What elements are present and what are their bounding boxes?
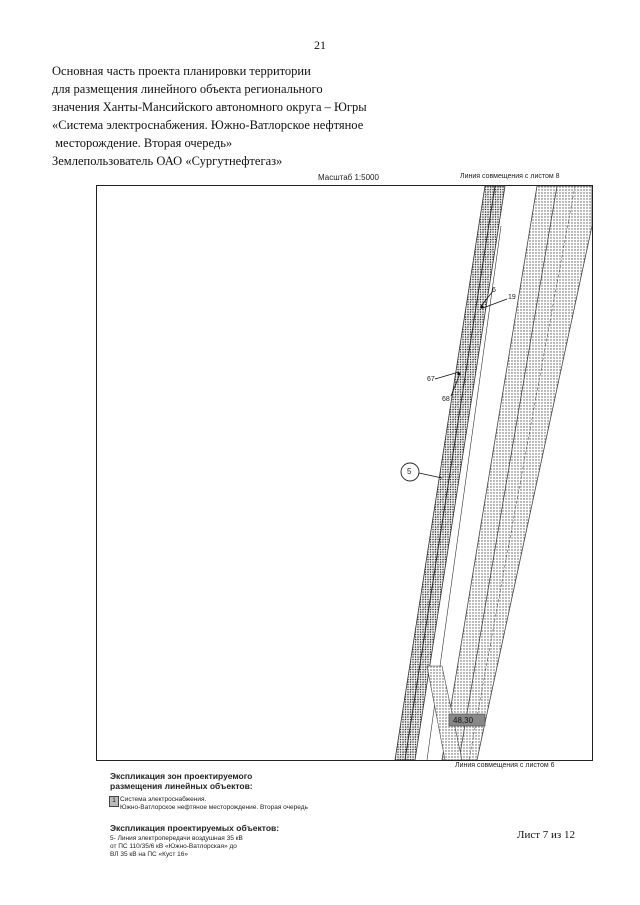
- objects-heading: Экспликация проектируемых объектов:: [110, 823, 280, 833]
- title-line: месторождение. Вторая очередь»: [52, 136, 233, 150]
- point-marker: [457, 372, 460, 375]
- title-line: «Система электроснабжения. Южно-Ватлорское нефтяное: [52, 118, 364, 132]
- area-label: 48,30: [453, 716, 474, 725]
- title-line: для размещения линейного объекта регионального: [52, 82, 323, 96]
- document-title: [52, 62, 472, 170]
- point-label-68: 68: [442, 396, 450, 403]
- object-line2: от ПС 110/35/6 кВ «Южно-Ватлорская» до: [110, 843, 237, 850]
- zone-text-line1: Система электроснабжения.: [120, 796, 207, 803]
- map-frame: [96, 185, 593, 761]
- title-line: Землепользователь ОАО «Сургутнефтегаз»: [52, 154, 283, 168]
- point-label-67: 67: [427, 376, 435, 383]
- right-corridor: [442, 186, 592, 760]
- object-line3: ВЛ 35 кВ на ПС «Куст 16»: [110, 851, 188, 858]
- object-description: [110, 835, 243, 859]
- match-line-bottom: Линия совмещения с листом 6: [455, 762, 555, 769]
- sheet-number: Лист 7 из 12: [517, 829, 576, 841]
- zones-heading: [110, 771, 253, 791]
- title-line: значения Ханты-Мансийского автономного округа – Югры: [52, 100, 367, 114]
- zone-text-line2: Южно-Ватлорское нефтяное месторождение. Вторая очередь: [120, 804, 308, 811]
- map-scale: Масштаб 1:5000: [318, 173, 379, 182]
- page-number: 21: [314, 38, 326, 52]
- object-line1: 5- Линия электропередачи воздушная 35 кВ: [110, 835, 243, 842]
- title-line: Основная часть проекта планировки территории: [52, 64, 311, 78]
- zones-heading-line2: размещения линейных объектов:: [110, 781, 253, 791]
- map-drawing: [97, 186, 592, 760]
- zones-heading-line1: Экспликация зон проектируемого: [110, 771, 253, 781]
- match-line-top: Линия совмещения с листом 8: [460, 173, 560, 180]
- zone-description: [120, 796, 308, 812]
- point-marker: [480, 305, 483, 308]
- point-label-6: 6: [492, 287, 496, 294]
- leader-line: [419, 473, 442, 478]
- zone-swatch: 1: [109, 796, 119, 807]
- object-marker-label: 5: [407, 467, 412, 476]
- point-label-19: 19: [508, 294, 516, 301]
